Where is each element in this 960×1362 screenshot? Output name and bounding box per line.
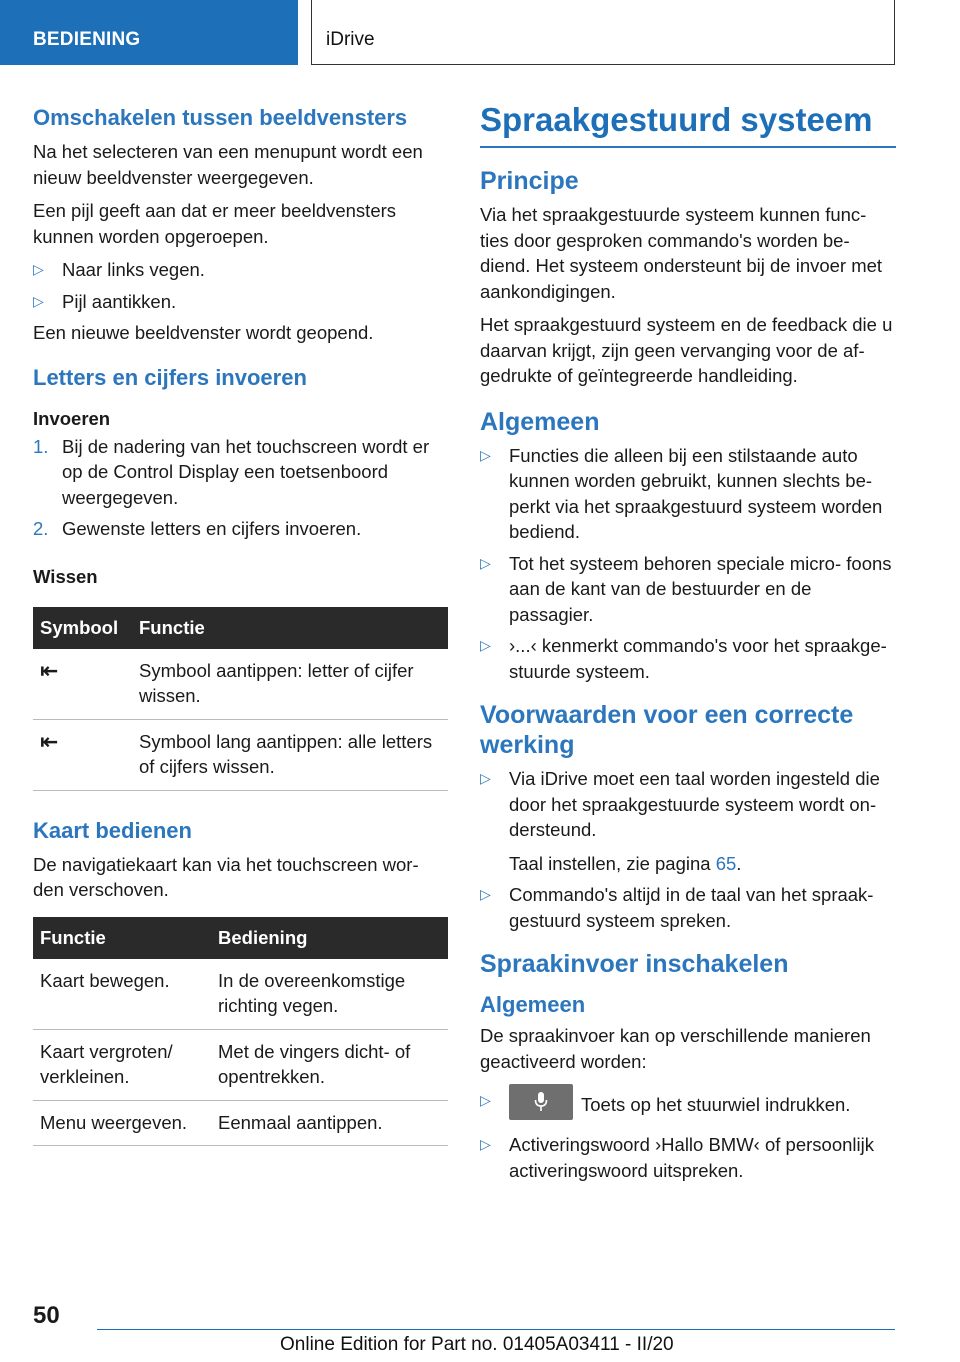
page-link[interactable]: 65 (715, 852, 737, 874)
triangle-bullet-icon: ▷ (33, 292, 44, 309)
heading-spraakgestuurd: Spraakgestuurd systeem (480, 100, 896, 148)
table-cell: Kaart vergroten/ verkleinen. (33, 1029, 211, 1100)
table-cell: Symbool lang aantippen: alle letters of cijfers wissen. (132, 719, 448, 790)
list-item: ▷ Commando's altijd in de taal van het spraak‐ gestuurd systeem spreken. (480, 884, 874, 931)
paragraph: Via het spraakgestuurde systeem kunnen func‐ ties door gesproken commando's worden be‐ diend. Het systeem ondersteunt bij de invoer met aankondigingen. (480, 204, 883, 302)
microphone-button-icon (509, 1084, 573, 1120)
heading-letters: Letters en cijfers invoeren (33, 364, 307, 390)
heading-principe: Principe (480, 167, 579, 195)
list-item: ▷ Tot het systeem behoren speciale micro‐ foons aan de kant van de bestuurder en de passagier. (480, 552, 892, 625)
section-title: BEDIENING (33, 29, 141, 50)
section-tab (0, 0, 298, 65)
map-table (33, 917, 448, 1147)
bullet-list (480, 443, 896, 685)
table-header: Functie (33, 917, 211, 959)
bullet-list (33, 257, 448, 314)
heading-algemeen: Algemeen (480, 407, 600, 436)
triangle-bullet-icon: ▷ (480, 446, 491, 463)
list-item: ▷ ›...‹ kenmerkt commando's voor het spraakge‐ stuurde systeem. (480, 635, 887, 682)
heading-kaart: Kaart bedienen (33, 817, 192, 843)
triangle-bullet-icon: ▷ (480, 637, 491, 653)
triangle-bullet-icon: ▷ (33, 261, 44, 277)
table-row (33, 649, 448, 720)
triangle-bullet-icon: ▷ (480, 886, 491, 902)
backspace-icon: ⇤ (33, 649, 132, 720)
footer-divider (97, 1329, 895, 1330)
heading-omschakelen: Omschakelen tussen beeldvensters (33, 105, 408, 130)
list-item: ▷ Toets op het stuurwiel indrukken. (480, 1088, 896, 1124)
table-header: Symbool (33, 607, 132, 649)
table-cell: In de overeenkomstige richting vegen. (211, 959, 448, 1030)
list-item: ▷ Pijl aantikken. (33, 289, 448, 315)
subheading-algemeen: Algemeen (480, 992, 586, 1017)
list-item: ▷ Functies die alleen bij een stilstaande auto kunnen worden gebruikt, kunnen slechts be‐ perkt via het spraakgestuurd systeem worden bediend. (480, 444, 883, 542)
table-cell: Kaart bewegen. (33, 959, 211, 1030)
paragraph: Na het selecteren van een menupunt wordt een nieuw beeldvenster weergegeven. (33, 141, 423, 188)
cross-reference: Taal instellen, zie pagina 65. (509, 852, 742, 874)
list-item: ▷ Naar links vegen. (33, 257, 448, 283)
table-header: Bediening (211, 917, 448, 959)
list-item: ▷ Activeringswoord ›Hallo BMW‹ of persoonlijk activeringswoord uitspreken. (480, 1134, 874, 1181)
table-cell: Met de vingers dicht- of opentrekken. (211, 1029, 448, 1100)
bullet-list (480, 1088, 896, 1183)
list-item: ▷ Via iDrive moet een taal worden ingesteld die door het spraakgestuurde systeem wordt on‐ dersteund. Taal instellen, zie pagina 65. (480, 766, 896, 876)
footer-edition: Online Edition for Part no. 01405A03411 - II/20 (280, 1334, 674, 1355)
heading-inschakelen: Spraakinvoer inschakelen (480, 950, 789, 978)
subheading-invoeren: Invoeren (33, 407, 111, 429)
chapter-title: iDrive (326, 29, 375, 50)
symbol-table (33, 607, 448, 791)
table-row (33, 1029, 448, 1100)
table-row (33, 1100, 448, 1146)
table-cell: Menu weergeven. (33, 1100, 211, 1146)
list-item: 1. Bij de nadering van het touchscreen wordt er op de Control Display een toetsenboord weergegeven. (33, 435, 430, 508)
backspace-icon: ⇤ (33, 719, 132, 790)
table-cell: Symbool aantippen: letter of cijfer wissen. (132, 649, 448, 720)
left-column (33, 100, 448, 1156)
triangle-bullet-icon: ▷ (480, 554, 491, 571)
heading-voorwaarden: Voorwaarden voor een correcte werking (480, 701, 854, 759)
right-column (480, 100, 896, 1189)
triangle-bullet-icon: ▷ (480, 1136, 491, 1152)
table-row (33, 719, 448, 790)
paragraph: Een pijl geeft aan dat er meer beeldvensters kunnen worden opgeroepen. (33, 200, 397, 247)
paragraph: De spraakinvoer kan op verschillende manieren geactiveerd worden: (480, 1025, 871, 1072)
triangle-bullet-icon: ▷ (480, 770, 491, 786)
subheading-wissen: Wissen (33, 565, 98, 587)
table-header: Functie (132, 607, 448, 649)
list-item: 2. Gewenste letters en cijfers invoeren. (33, 518, 362, 539)
chapter-tab (311, 0, 895, 65)
paragraph: Het spraakgestuurd systeem en de feedback die u daarvan krijgt, zijn geen vervanging voor de af‐ gedrukte of geïntegreerde handleiding. (480, 314, 893, 386)
table-row (33, 959, 448, 1030)
paragraph: Een nieuwe beeldvenster wordt geopend. (33, 322, 374, 343)
triangle-bullet-icon: ▷ (480, 1092, 491, 1108)
bullet-list (480, 766, 896, 933)
page-number: 50 (33, 1302, 60, 1329)
paragraph: De navigatiekaart kan via het touchscreen wor‐ den verschoven. (33, 853, 419, 900)
table-cell: Eenmaal aantippen. (211, 1100, 448, 1146)
numbered-list (33, 434, 448, 542)
